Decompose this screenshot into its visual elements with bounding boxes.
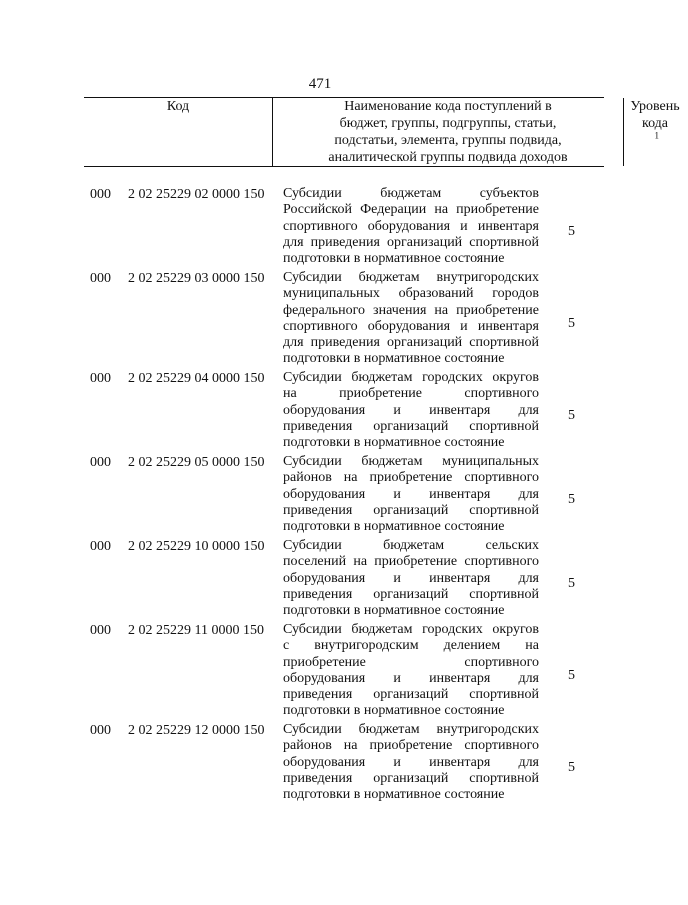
row-name (283, 454, 539, 535)
row-name-line: приведения организаций спортивной (283, 502, 539, 518)
page-number: 471 (308, 76, 332, 92)
header-name-line: бюджет, группы, подгруппы, статьи, (339, 116, 557, 131)
row-name-line: Субсидии бюджетам муниципальных (283, 454, 539, 469)
row-name-line: с внутригородским делением на (283, 638, 539, 654)
row-name (283, 722, 539, 803)
row-level: 5 (568, 668, 575, 683)
header-name (272, 98, 624, 166)
header-name-line: Наименование кода поступлений в (344, 99, 552, 114)
row-name-line: районов на приобретение спортивного (283, 470, 539, 486)
row-name-line: подготовки в нормативное состояние (283, 435, 505, 451)
row-level: 5 (568, 224, 575, 239)
row-name-line: оборудования и инвентаря для (283, 402, 539, 418)
row-revenue-code: 2 02 25229 10 0000 150 (128, 539, 265, 554)
row-name-line: оборудования и инвентаря для (283, 486, 539, 502)
row-revenue-code: 2 02 25229 05 0000 150 (128, 455, 265, 470)
header-name-line: подстатьи, элемента, группы подвида, (334, 133, 562, 148)
row-name-line: Субсидии бюджетам городских округов (283, 622, 539, 637)
row-name-line: для приведения организаций спортивной (283, 335, 539, 351)
row-name (283, 370, 539, 451)
row-admin-code: 000 (90, 539, 111, 554)
header-code-label: Код (166, 99, 190, 114)
row-name-line: подготовки в нормативное состояние (283, 603, 505, 619)
row-admin-code: 000 (90, 723, 111, 738)
row-revenue-code: 2 02 25229 02 0000 150 (128, 187, 265, 202)
row-name (283, 186, 539, 267)
row-name-line: подготовки в нормативное состояние (283, 519, 505, 535)
row-name-line: оборудования и инвентаря для (283, 570, 539, 586)
header-level-word: кода (641, 116, 669, 131)
row-name-line: подготовки в нормативное состояние (283, 787, 505, 803)
row-name-line: спортивного оборудования и инвентаря (283, 218, 539, 234)
row-level: 5 (568, 576, 575, 591)
row-name-line: оборудования и инвентаря для (283, 754, 539, 770)
row-level: 5 (568, 316, 575, 331)
row-name-line: подготовки в нормативное состояние (283, 703, 505, 719)
row-name-line: Субсидии бюджетам сельских (283, 538, 539, 553)
table-header (84, 97, 680, 167)
row-name (283, 270, 539, 368)
row-name-line: на приобретение спортивного (283, 386, 539, 402)
row-revenue-code: 2 02 25229 11 0000 150 (128, 623, 264, 638)
header-name-line: аналитической группы подвида доходов (328, 150, 568, 165)
row-name-line: подготовки в нормативное состояние (283, 251, 505, 267)
row-name-line: для приведения организаций спортивной (283, 234, 539, 250)
row-name-line: оборудования и инвентаря для (283, 670, 539, 686)
row-name (283, 538, 539, 619)
row-name-line: приведения организаций спортивной (283, 418, 539, 434)
row-level: 5 (568, 760, 575, 775)
row-name-line: муниципальных образований городов (283, 286, 539, 302)
row-name-line: приведения организаций спортивной (283, 687, 539, 703)
row-revenue-code: 2 02 25229 04 0000 150 (128, 371, 265, 386)
header-code (84, 98, 272, 166)
row-name-line: приобретение спортивного (283, 654, 539, 670)
row-name-line: приведения организаций спортивной (283, 770, 539, 786)
row-admin-code: 000 (90, 187, 111, 202)
row-admin-code: 000 (90, 271, 111, 286)
row-name-line: районов на приобретение спортивного (283, 738, 539, 754)
row-name-line: спортивного оборудования и инвентаря (283, 318, 539, 334)
row-name-line: Субсидии бюджетам внутригородских (283, 270, 539, 285)
row-name-line: приведения организаций спортивной (283, 586, 539, 602)
row-name-line: Российской Федерации на приобретение (283, 202, 539, 218)
row-name-line: Субсидии бюджетам городских округов (283, 370, 539, 385)
row-level: 5 (568, 492, 575, 507)
row-level: 5 (568, 408, 575, 423)
row-admin-code: 000 (90, 455, 111, 470)
row-name-line: федерального значения на приобретение (283, 302, 539, 318)
row-name-line: подготовки в нормативное состояние (283, 351, 505, 367)
row-name-line: поселений на приобретение спортивного (283, 554, 539, 570)
header-level (622, 98, 688, 166)
header-level-footnote: 1 (654, 130, 659, 141)
row-name (283, 622, 539, 720)
header-level-line1: Уровень (630, 99, 680, 114)
row-admin-code: 000 (90, 623, 111, 638)
row-admin-code: 000 (90, 371, 111, 386)
row-name-line: Субсидии бюджетам внутригородских (283, 722, 539, 737)
row-revenue-code: 2 02 25229 12 0000 150 (128, 723, 265, 738)
row-revenue-code: 2 02 25229 03 0000 150 (128, 271, 265, 286)
header-level-line2 (622, 115, 688, 149)
row-name-line: Субсидии бюджетам субъектов (283, 186, 539, 201)
